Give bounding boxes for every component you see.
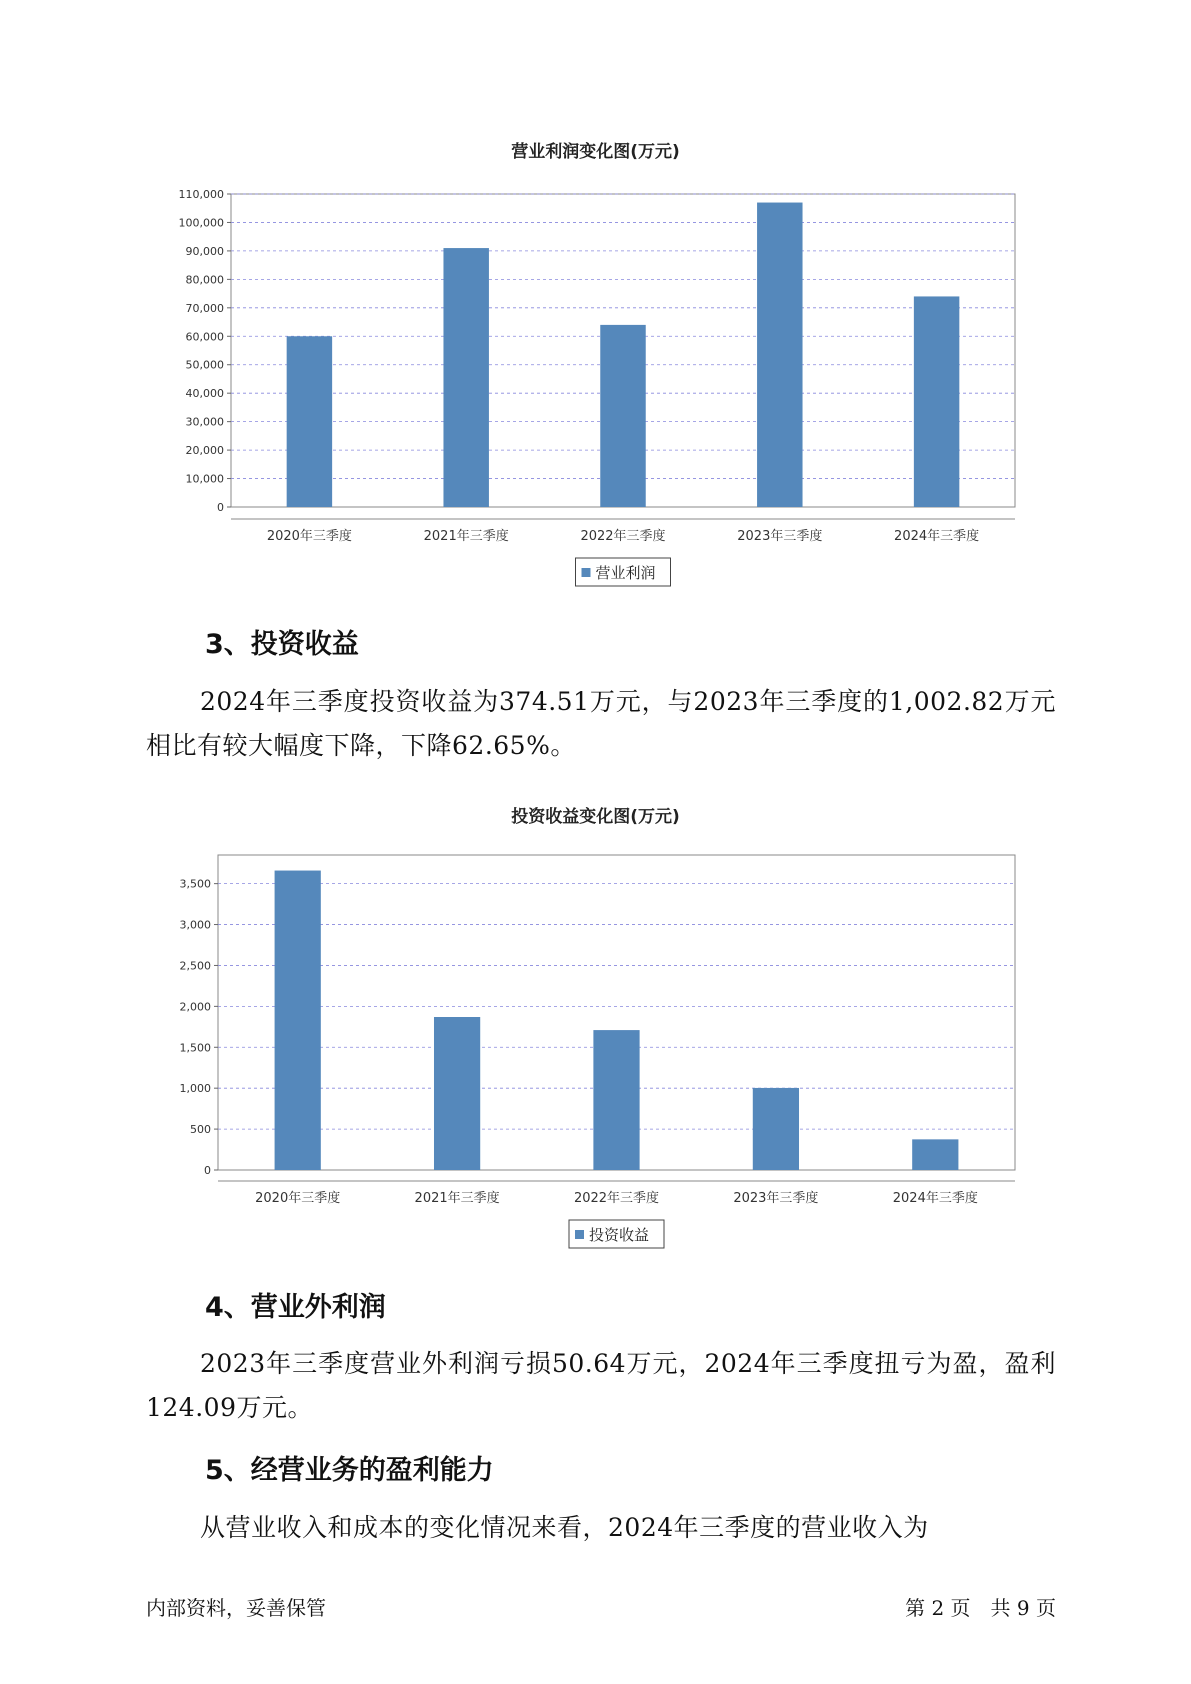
chart2-y-tick-label: 500	[190, 1123, 211, 1137]
chart2-y-tick-label: 0	[204, 1164, 211, 1177]
chart1-y-tick-label: 0	[217, 501, 224, 514]
chart1-title: 营业利润变化图(万元)	[511, 142, 680, 162]
chart2-x-category-label: 2024年三季度	[892, 1191, 978, 1206]
chart1-y-tick-label: 110,000	[178, 188, 224, 201]
chart2-y-tick-label: 2,500	[179, 959, 211, 973]
chart2-x-category-label: 2020年三季度	[255, 1191, 341, 1206]
chart1-bar	[287, 336, 332, 507]
chart1-bar	[914, 296, 959, 507]
footer-confidential-note: 内部资料，妥善保管	[146, 1596, 326, 1620]
chart2-x-category-label: 2023年三季度	[733, 1191, 819, 1206]
footer-page-number: 第 2 页 共 9 页	[905, 1596, 1056, 1620]
chart1-y-tick-label: 90,000	[185, 244, 224, 258]
chart2-title: 投资收益变化图(万元)	[511, 807, 680, 827]
operating-profit-chart	[0, 170, 1191, 600]
chart2-x-category-label: 2022年三季度	[573, 1191, 660, 1206]
chart2-y-tick-label: 3,500	[179, 877, 211, 891]
chart2-y-tick-label: 2,000	[179, 1000, 211, 1014]
chart1-bar	[600, 325, 645, 507]
chart1-y-tick-label: 10,000	[185, 472, 224, 486]
chart2-y-tick-label: 1,000	[179, 1082, 211, 1096]
chart1-x-category-label: 2023年三季度	[737, 529, 823, 544]
chart1-y-tick-label: 30,000	[185, 415, 224, 429]
chart1-y-tick-label: 100,000	[178, 216, 224, 230]
chart1-bar	[757, 203, 802, 507]
section4-heading: 4、营业外利润	[205, 1292, 386, 1323]
chart2-x-category-label: 2021年三季度	[414, 1191, 500, 1206]
chart2-y-tick-label: 1,500	[179, 1041, 211, 1055]
chart2-bar	[434, 1017, 480, 1170]
section4-paragraph: 2023年三季度营业外利润亏损50.64万元，2024年三季度扭亏为盈，盈利124.09万元。	[146, 1349, 1056, 1422]
chart1-legend-swatch	[582, 568, 591, 577]
chart1-y-tick-label: 60,000	[185, 330, 224, 344]
chart1-x-category-label: 2020年三季度	[266, 529, 352, 544]
investment-income-chart	[0, 840, 1191, 1260]
chart1-legend-label: 营业利润	[595, 564, 656, 582]
chart2-bar	[753, 1088, 799, 1170]
chart2-bar	[593, 1030, 639, 1170]
chart1-y-tick-label: 50,000	[185, 358, 224, 372]
chart1-x-category-label: 2022年三季度	[580, 529, 666, 544]
chart1-x-category-label: 2024年三季度	[894, 529, 980, 544]
chart1-y-tick-label: 70,000	[185, 301, 224, 315]
chart1-y-tick-label: 40,000	[185, 387, 224, 401]
chart2-bar	[912, 1139, 958, 1170]
chart2-legend-swatch	[575, 1230, 584, 1239]
section3-heading: 3、投资收益	[205, 629, 359, 660]
chart2-legend-label: 投资收益	[589, 1226, 650, 1244]
section5-paragraph: 从营业收入和成本的变化情况来看，2024年三季度的营业收入为	[200, 1513, 929, 1542]
chart1-bar	[443, 248, 488, 507]
chart1-y-tick-label: 20,000	[185, 444, 224, 458]
chart2-y-tick-label: 3,000	[179, 918, 211, 932]
section3-paragraph: 2024年三季度投资收益为374.51万元，与2023年三季度的1,002.82万元相比有较大幅度下降，下降62.65%。	[146, 687, 1056, 760]
chart2-bar	[275, 871, 321, 1170]
chart1-y-tick-label: 80,000	[185, 273, 224, 287]
section5-heading: 5、经营业务的盈利能力	[205, 1455, 494, 1486]
chart1-x-category-label: 2021年三季度	[423, 529, 509, 544]
